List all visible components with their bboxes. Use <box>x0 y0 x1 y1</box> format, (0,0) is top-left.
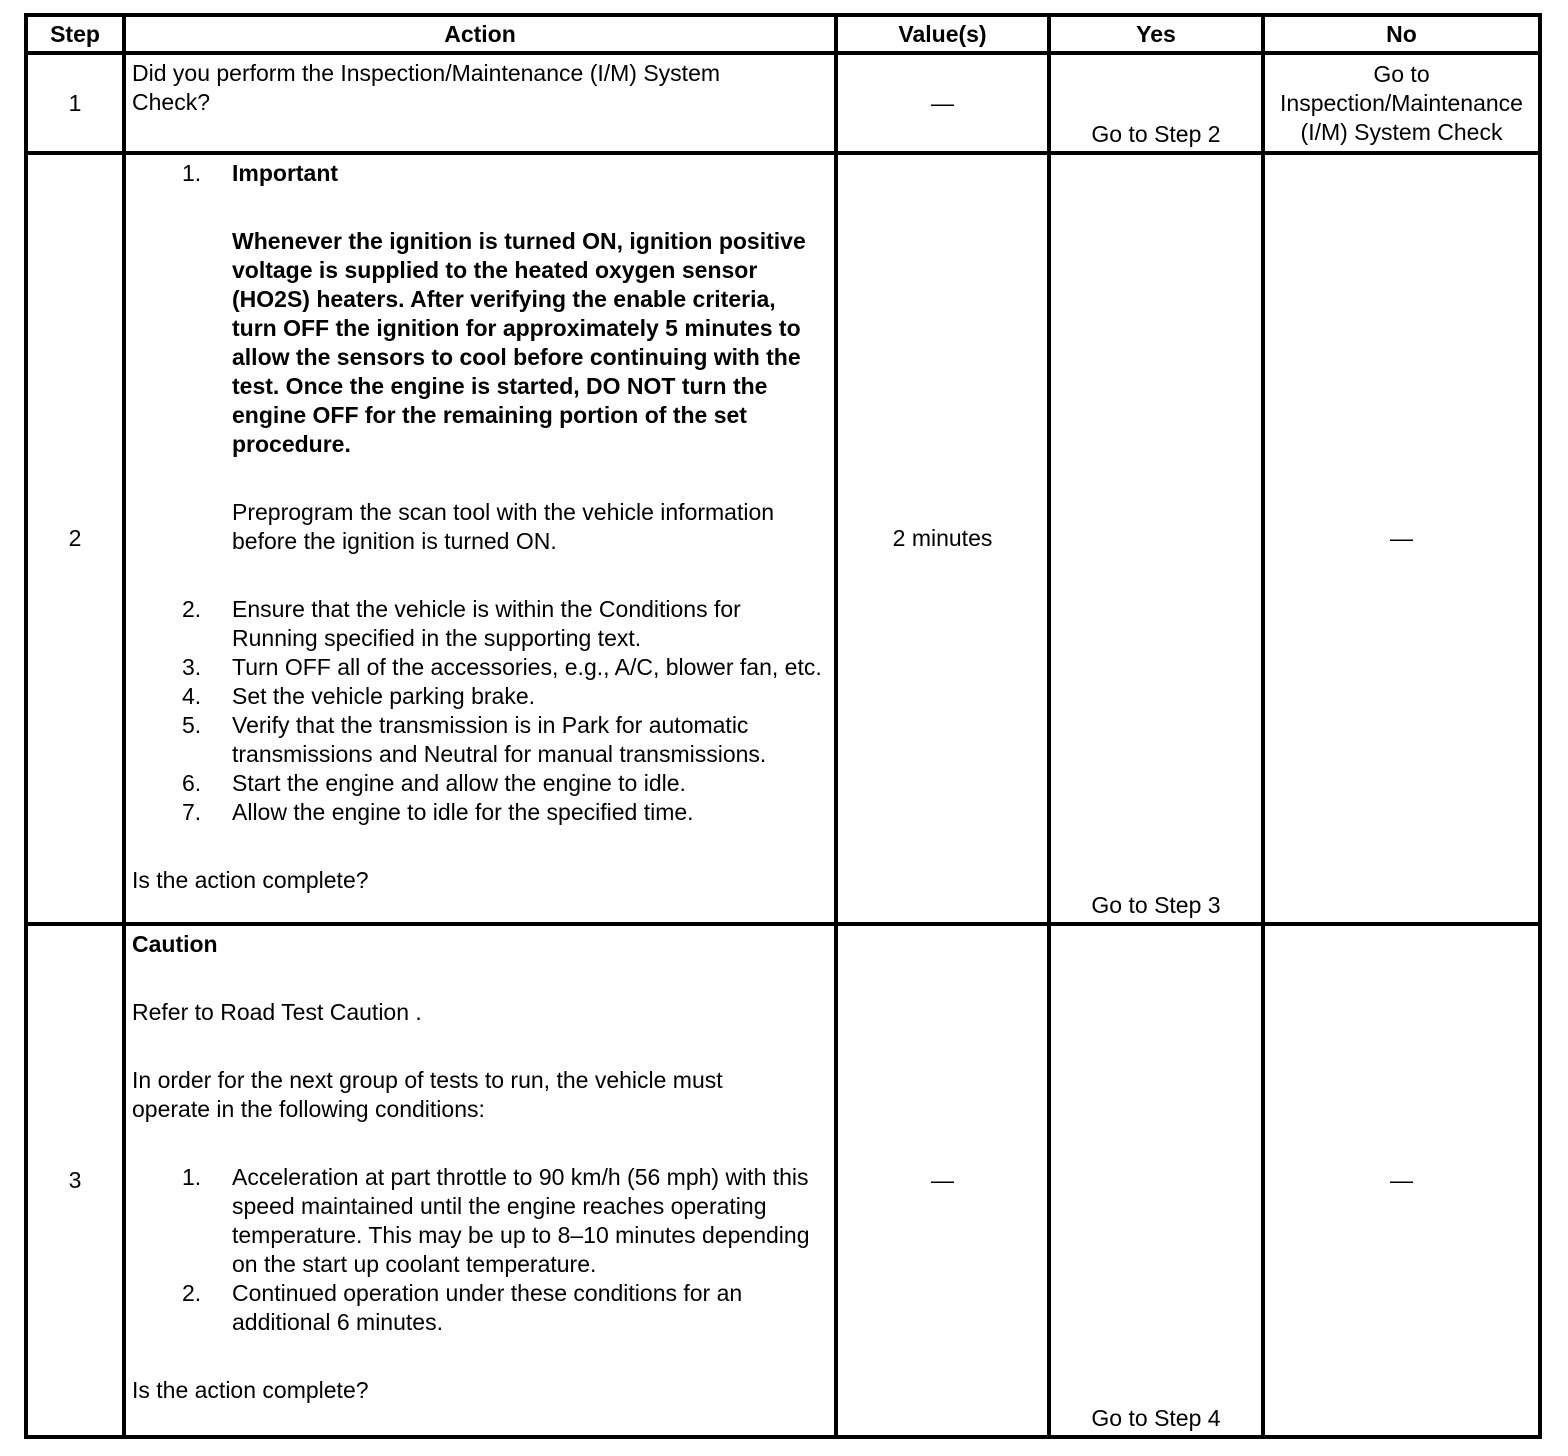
list-item-number: 7. <box>182 799 202 825</box>
table-row-step-3 <box>26 924 1540 1437</box>
yes-cell[interactable] <box>1049 53 1263 153</box>
value-cell: — <box>836 924 1049 1437</box>
header-no: No <box>1263 15 1540 53</box>
list-item <box>132 653 828 682</box>
list-item-number: 3. <box>182 654 202 680</box>
list-item-number: 2. <box>182 596 202 622</box>
list-item-text: Start the engine and allow the engine to idle. <box>232 770 686 796</box>
list-item <box>132 159 828 556</box>
list-item-text: Verify that the transmission is in Park for automatic transmissions and Neutral for manual transmissions. <box>232 712 767 767</box>
header-values: Value(s) <box>836 15 1049 53</box>
value-cell: — <box>836 53 1049 153</box>
caution-text: Refer to Road Test Caution . <box>132 999 422 1025</box>
spacer <box>132 1027 828 1066</box>
list-item-number: 2. <box>182 1280 202 1306</box>
list-item-number: 1. <box>182 1164 202 1190</box>
header-action: Action <box>124 15 836 53</box>
action-question: Did you perform the Inspection/Maintenance (I/M) System Check? <box>132 60 721 115</box>
list-item-number: 6. <box>182 770 202 796</box>
diagnostic-table <box>24 13 1542 1439</box>
spacer <box>132 1337 828 1376</box>
spacer <box>132 1124 828 1163</box>
yes-link[interactable]: Go to Step 3 <box>1091 892 1221 918</box>
list-item <box>132 1279 828 1337</box>
list-item <box>132 711 828 769</box>
no-cell: — <box>1263 924 1540 1437</box>
header-row <box>26 15 1540 53</box>
spacer <box>132 556 828 595</box>
yes-cell[interactable] <box>1049 153 1263 924</box>
list-item-text: Set the vehicle parking brake. <box>232 683 536 709</box>
action-question: Is the action complete? <box>132 867 369 893</box>
no-link[interactable]: Go to Inspection/Maintenance (I/M) System Check <box>1280 60 1523 145</box>
list-item-number: 5. <box>182 712 202 738</box>
action-cell <box>124 924 836 1437</box>
spacer <box>132 827 828 866</box>
list-item-number: 1. <box>182 160 202 186</box>
list-item <box>132 769 828 798</box>
spacer <box>232 188 828 227</box>
yes-cell[interactable] <box>1049 924 1263 1437</box>
no-cell: — <box>1263 153 1540 924</box>
step-number: 3 <box>26 924 124 1437</box>
yes-link[interactable]: Go to Step 2 <box>1091 121 1221 147</box>
list-item-text: Acceleration at part throttle to 90 km/h (56 mph) with this speed maintained until the engine reaches operating temperature. This may be up to 8–10 minutes depending on the start up coolant temperature. <box>232 1164 810 1277</box>
list-item-number: 4. <box>182 683 202 709</box>
list-item-text: Preprogram the scan tool with the vehicle information before the ignition is turned ON. <box>232 499 775 554</box>
diagnostic-table-container <box>24 13 1542 1439</box>
table-row-step-1 <box>26 53 1540 153</box>
list-item-text: Turn OFF all of the accessories, e.g., A/C, blower fan, etc. <box>232 654 822 680</box>
list-item-text: Ensure that the vehicle is within the Conditions for Running specified in the supporting text. <box>232 596 741 651</box>
yes-link[interactable]: Go to Step 4 <box>1091 1405 1221 1431</box>
action-question: Is the action complete? <box>132 1377 369 1403</box>
list-item <box>132 682 828 711</box>
step-number: 2 <box>26 153 124 924</box>
conditions-intro: In order for the next group of tests to run, the vehicle must operate in the following conditions: <box>132 1067 723 1122</box>
spacer <box>132 959 828 998</box>
spacer <box>232 459 828 498</box>
header-yes: Yes <box>1049 15 1263 53</box>
table-row-step-2 <box>26 153 1540 924</box>
no-cell[interactable] <box>1263 53 1540 153</box>
caution-label: Caution <box>132 931 218 957</box>
header-step: Step <box>26 15 124 53</box>
list-item-text: Allow the engine to idle for the specified time. <box>232 799 694 825</box>
action-cell <box>124 53 836 153</box>
list-item <box>132 595 828 653</box>
important-text: Whenever the ignition is turned ON, ignition positive voltage is supplied to the heated oxygen sensor (HO2S) heaters. After verifying the enable criteria, turn OFF the ignition for approximately 5 minutes to allow the sensors to cool before continuing with the test. Once the engine is started, DO NOT turn the engine OFF for the remaining portion of the set procedure. <box>232 228 806 457</box>
step-number: 1 <box>26 53 124 153</box>
list-item <box>132 798 828 827</box>
value-cell: 2 minutes <box>836 153 1049 924</box>
important-label: Important <box>232 160 339 186</box>
list-item-text: Continued operation under these conditions for an additional 6 minutes. <box>232 1280 743 1335</box>
action-cell <box>124 153 836 924</box>
list-item <box>132 1163 828 1279</box>
